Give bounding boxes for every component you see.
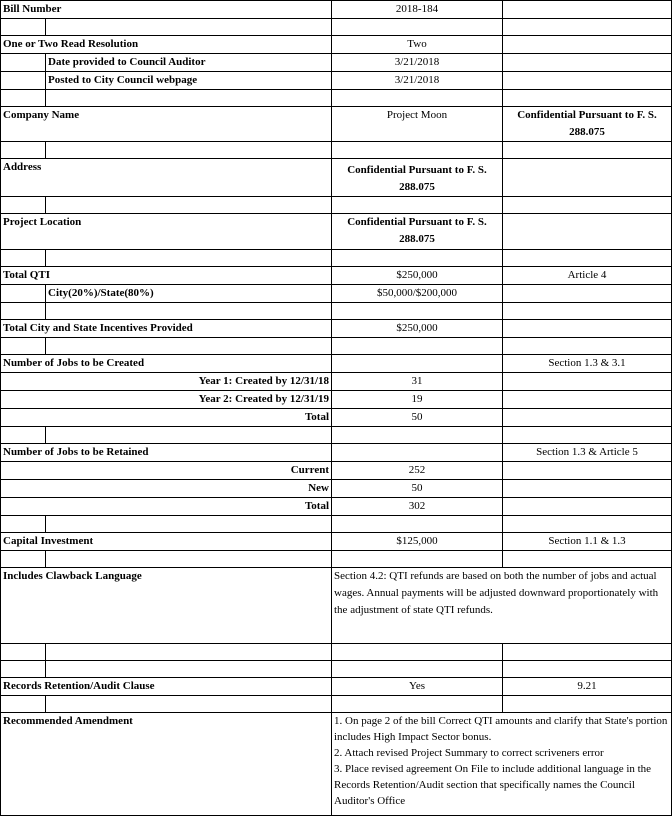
records-label: Records Retention/Audit Clause: [1, 678, 332, 696]
jobs-retained-total-value: 302: [332, 498, 503, 516]
qti-value: $250,000: [332, 267, 503, 285]
amendment-item: 3. Place revised agreement On File to include additional language in the Records Retention/Audit section that specifically names the Council Auditor's Office: [334, 763, 652, 807]
row-address: [1, 159, 672, 197]
qti-split-label: City(20%)/State(80%): [46, 285, 332, 303]
spacer-row: [1, 197, 672, 214]
location-value: Confidential Pursuant to F. S. 288.075: [332, 214, 503, 250]
row-jobs-created-year1: [1, 373, 672, 391]
posted-label: Posted to City Council webpage: [46, 72, 332, 90]
row-jobs-created-total: [1, 409, 672, 427]
jobs-retained-new-value: 50: [332, 480, 503, 498]
clawback-label: Includes Clawback Language: [1, 568, 332, 644]
spacer-row: [1, 644, 672, 661]
jobs-retained-label: Number of Jobs to be Retained: [1, 444, 332, 462]
jobs-created-label: Number of Jobs to be Created: [1, 355, 332, 373]
resolution-value: Two: [332, 36, 503, 54]
row-incentives: [1, 320, 672, 338]
capital-value: $125,000: [332, 533, 503, 551]
row-qti: [1, 267, 672, 285]
spacer-row: [1, 19, 672, 36]
row-jobs-created: [1, 355, 672, 373]
company-confidential-note: Confidential Pursuant to F. S. 288.075: [503, 107, 672, 142]
clawback-text: Section 4.2: QTI refunds are based on both the number of jobs and actual wages. Annual payments will be adjusted downward proportionately with the adjustment of state QTI refunds.: [332, 568, 672, 644]
date-provided-label: Date provided to Council Auditor: [46, 54, 332, 72]
bill-number-label: Bill Number: [1, 1, 332, 19]
spacer-row: [1, 303, 672, 320]
jobs-retained-reference: Section 1.3 & Article 5: [503, 444, 672, 462]
spacer-row: [1, 661, 672, 678]
jobs-created-year1-label: Year 1: Created by 12/31/18: [1, 373, 332, 391]
amendment-item: 2. Attach revised Project Summary to correct scriveners error: [334, 747, 604, 759]
jobs-retained-new-label: New: [1, 480, 332, 498]
spacer-row: [1, 142, 672, 159]
spacer-row: [1, 551, 672, 568]
jobs-retained-current-label: Current: [1, 462, 332, 480]
records-reference: 9.21: [503, 678, 672, 696]
incentives-label: Total City and State Incentives Provided: [1, 320, 332, 338]
address-value: Confidential Pursuant to F. S. 288.075: [332, 159, 503, 197]
row-bill-number: [1, 1, 672, 19]
jobs-created-reference: Section 1.3 & 3.1: [503, 355, 672, 373]
row-jobs-retained: [1, 444, 672, 462]
row-qti-split: [1, 285, 672, 303]
bill-number-value: 2018-184: [332, 1, 503, 19]
posted-value: 3/21/2018: [332, 72, 503, 90]
row-jobs-retained-current: [1, 462, 672, 480]
row-clawback: [1, 568, 672, 644]
row-location: [1, 214, 672, 250]
spacer-row: [1, 338, 672, 355]
qti-split-value: $50,000/$200,000: [332, 285, 503, 303]
capital-label: Capital Investment: [1, 533, 332, 551]
spacer-row: [1, 696, 672, 713]
amendment-item: 1. On page 2 of the bill Correct QTI amounts and clarify that State's portion includes High Impact Sector bonus.: [334, 715, 668, 743]
jobs-created-year2-label: Year 2: Created by 12/31/19: [1, 391, 332, 409]
date-provided-value: 3/21/2018: [332, 54, 503, 72]
spacer-row: [1, 250, 672, 267]
location-label: Project Location: [1, 214, 332, 250]
row-date-provided: [1, 54, 672, 72]
row-posted: [1, 72, 672, 90]
row-resolution: [1, 36, 672, 54]
row-jobs-created-year2: [1, 391, 672, 409]
row-records: [1, 678, 672, 696]
row-jobs-retained-total: [1, 498, 672, 516]
company-value: Project Moon: [332, 107, 503, 142]
qti-reference: Article 4: [503, 267, 672, 285]
jobs-retained-total-label: Total: [1, 498, 332, 516]
row-company: [1, 107, 672, 142]
jobs-created-year1-value: 31: [332, 373, 503, 391]
row-amendment: [1, 713, 672, 816]
incentives-value: $250,000: [332, 320, 503, 338]
row-capital: [1, 533, 672, 551]
jobs-created-total-value: 50: [332, 409, 503, 427]
jobs-created-year2-value: 19: [332, 391, 503, 409]
company-label: Company Name: [1, 107, 332, 142]
spacer-row: [1, 427, 672, 444]
spacer-row: [1, 516, 672, 533]
resolution-label: One or Two Read Resolution: [1, 36, 332, 54]
jobs-created-total-label: Total: [1, 409, 332, 427]
qti-label: Total QTI: [1, 267, 332, 285]
address-label: Address: [1, 159, 332, 197]
records-value: Yes: [332, 678, 503, 696]
amendment-label: Recommended Amendment: [1, 713, 332, 816]
capital-reference: Section 1.1 & 1.3: [503, 533, 672, 551]
spacer-row: [1, 90, 672, 107]
amendment-list: [332, 713, 672, 816]
jobs-retained-current-value: 252: [332, 462, 503, 480]
row-jobs-retained-new: [1, 480, 672, 498]
